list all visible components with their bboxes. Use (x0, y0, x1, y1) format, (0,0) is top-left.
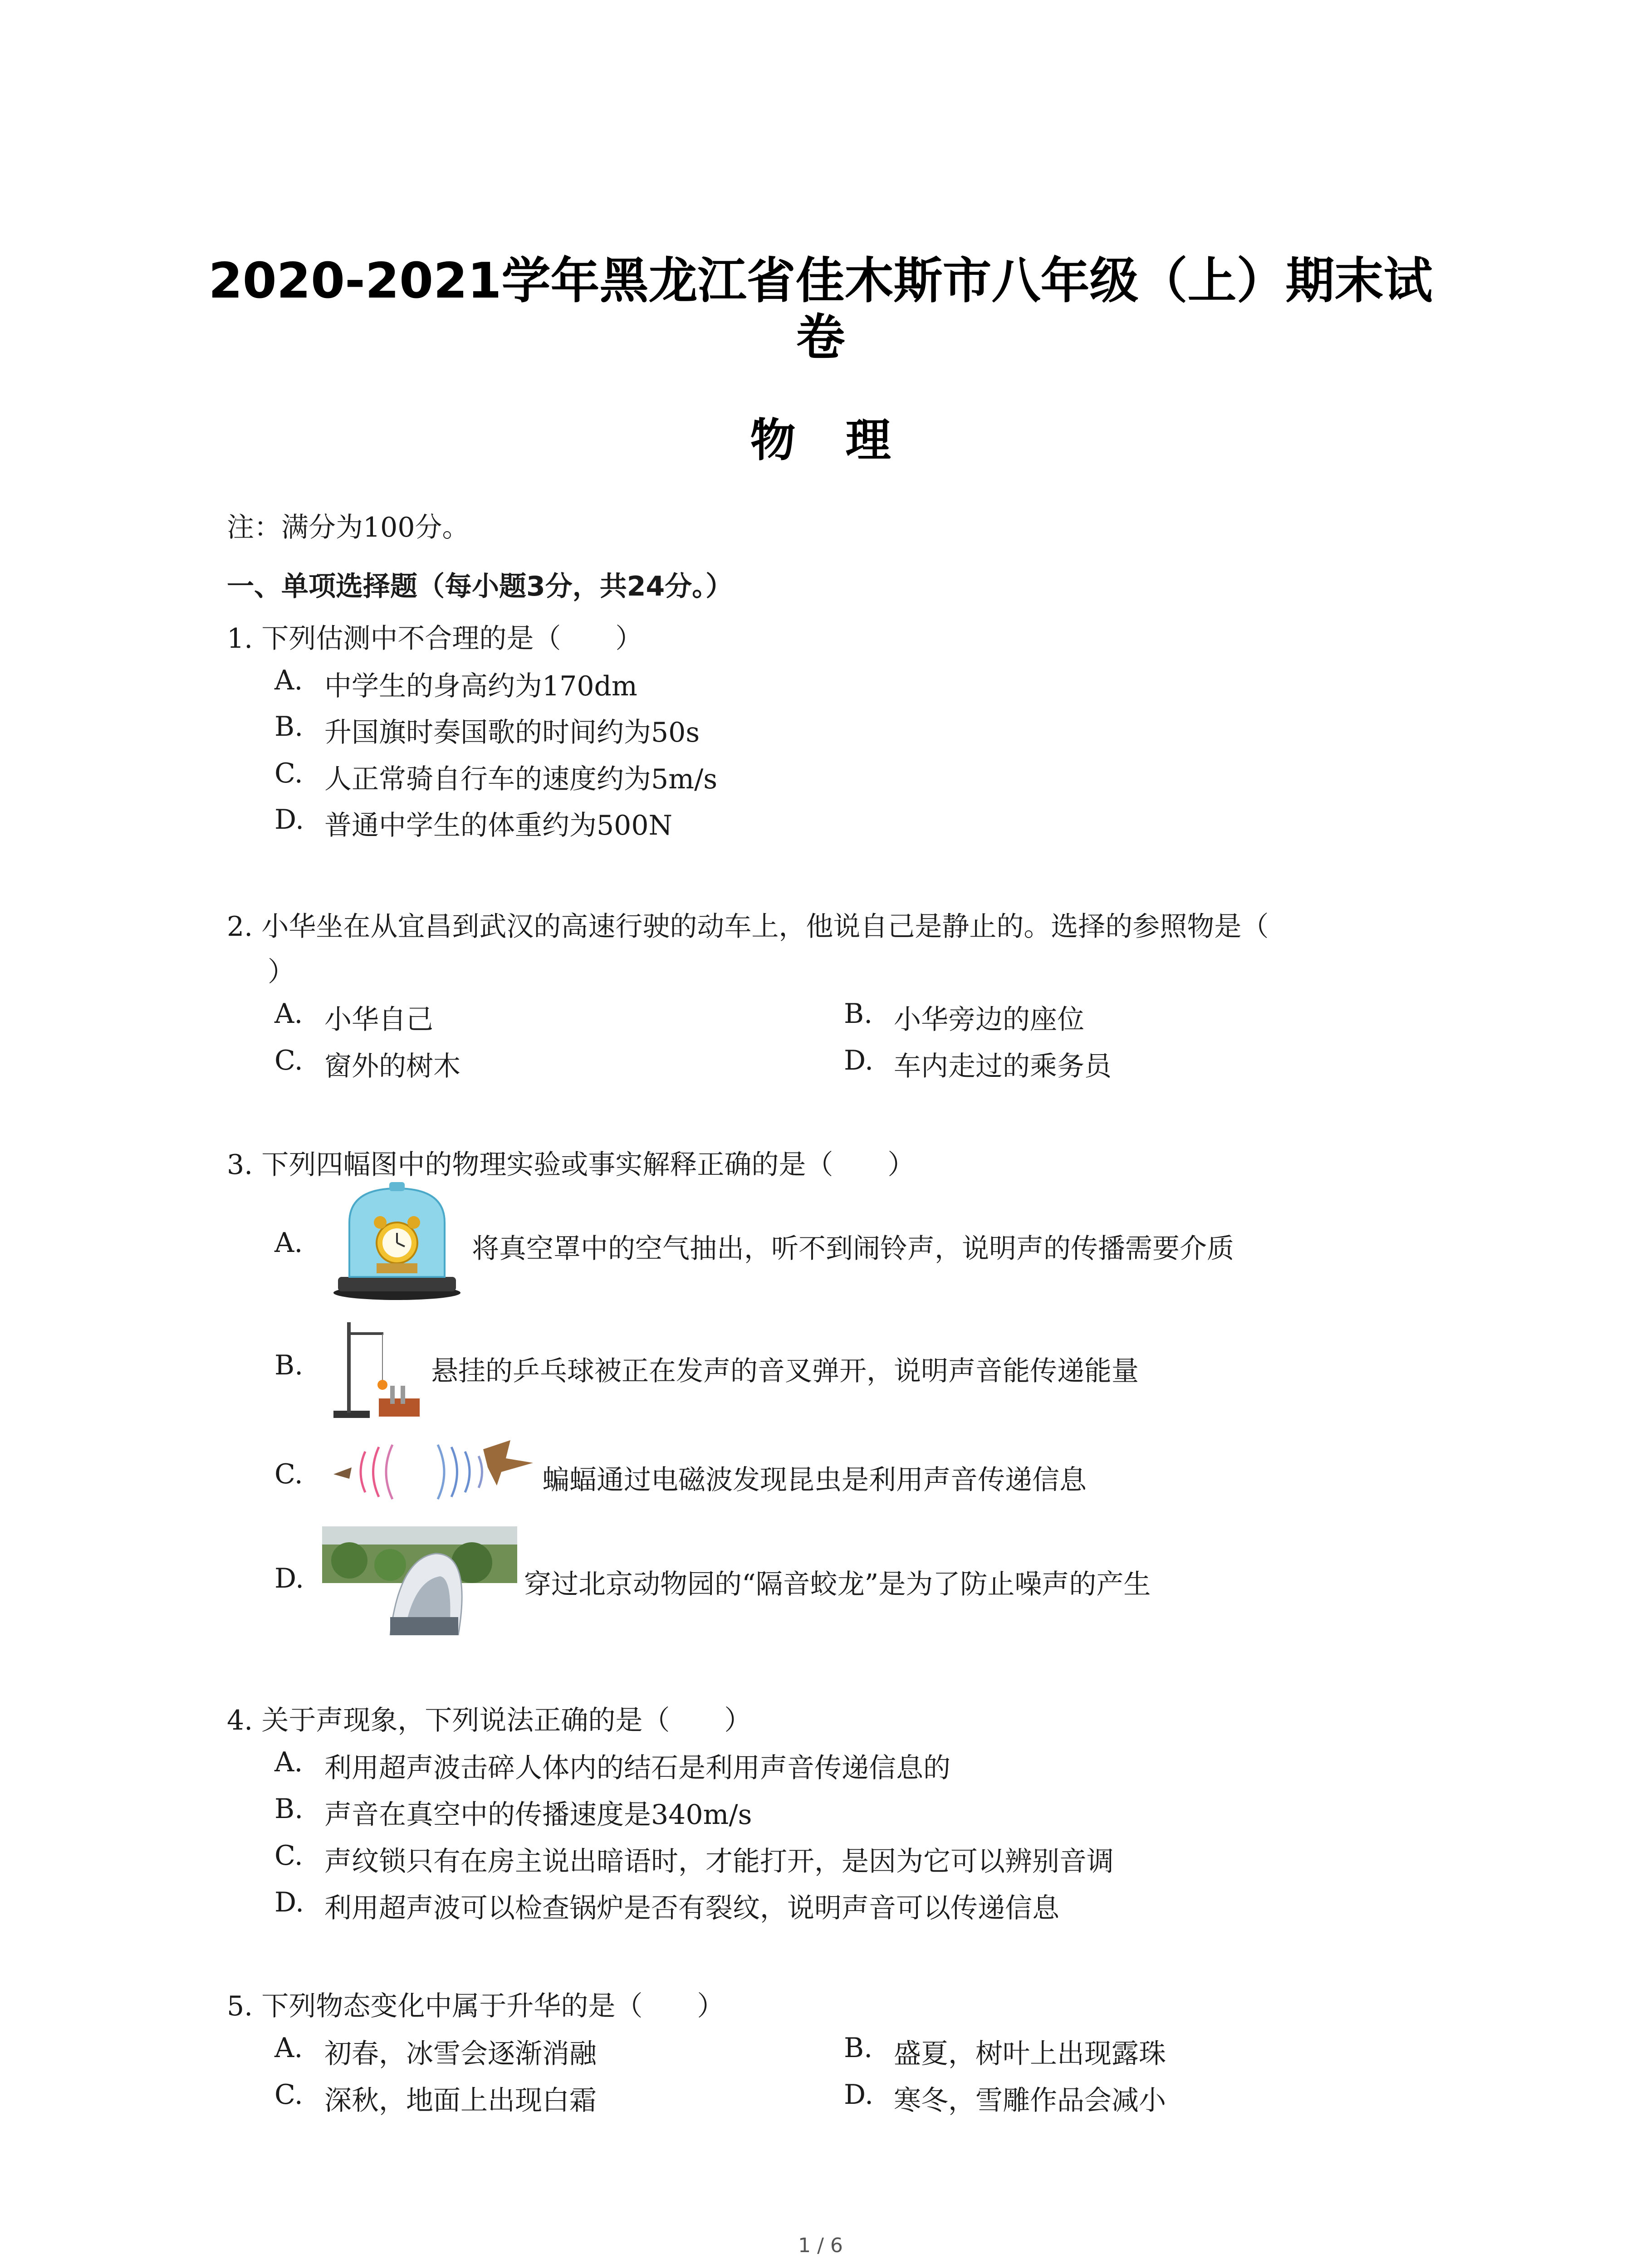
option-text: 普通中学生的体重约为500N (324, 810, 673, 841)
option-label: A. (274, 1227, 303, 1259)
option-text: 人正常骑自行车的速度约为5m/s (324, 763, 718, 795)
option-label: D. (844, 2079, 874, 2111)
question-stem: 2. 小华坐在从宜昌到武汉的高速行驶的动车上，他说自己是静止的。选择的参照物是（ (227, 911, 1269, 943)
option-text: 窗外的树木 (324, 1051, 460, 1082)
option-text: 寒冬，雪雕作品会减小 (894, 2085, 1166, 2116)
bat-echolocation-image (324, 1436, 538, 1504)
option-label: C. (274, 2079, 303, 2111)
option-label: D. (274, 804, 304, 836)
noise-barrier-tunnel-image (322, 1526, 517, 1635)
option-text: 盛夏，树叶上出现露珠 (894, 2038, 1166, 2070)
exam-title-line2: 卷 (796, 309, 845, 366)
option-label: B. (844, 2032, 873, 2064)
option-text: 声音在真空中的传播速度是340m/s (324, 1799, 752, 1831)
option-text: 小华旁边的座位 (894, 1004, 1084, 1036)
option-text: 小华自己 (324, 1004, 433, 1036)
option-label: D. (274, 1887, 304, 1918)
question-stem: 1. 下列估测中不合理的是（ ） (227, 623, 643, 655)
option-label: A. (274, 2032, 303, 2064)
option-label: B. (274, 1349, 304, 1381)
score-note: 注：满分为100分。 (227, 512, 470, 543)
option-label: C. (274, 1045, 303, 1076)
option-text: 将真空罩中的空气抽出，听不到闹铃声，说明声的传播需要介质 (472, 1233, 1234, 1265)
option-label: A. (274, 665, 303, 696)
question-stem: 3. 下列四幅图中的物理实验或事实解释正确的是（ ） (227, 1149, 915, 1181)
option-label: A. (274, 1746, 303, 1778)
page-number: 1 / 6 (798, 2234, 843, 2257)
tuning-fork-ping-pong-image (329, 1318, 424, 1422)
option-text: 利用超声波击碎人体内的结石是利用声音传递信息的 (324, 1752, 950, 1784)
option-label: C. (274, 758, 303, 789)
option-label: D. (274, 1563, 304, 1594)
option-label: C. (274, 1840, 303, 1872)
option-text: 蝙蝠通过电磁波发现昆虫是利用声音传递信息 (542, 1464, 1087, 1496)
option-text: 升国旗时奏国歌的时间约为50s (324, 717, 700, 748)
option-text: 初春，冰雪会逐渐消融 (324, 2038, 597, 2070)
question-stem: 5. 下列物态变化中属于升华的是（ ） (227, 1990, 725, 2022)
option-text: 声纹锁只有在房主说出暗语时，才能打开，是因为它可以辨别音调 (324, 1846, 1114, 1877)
option-label: A. (274, 998, 303, 1030)
option-text: 利用超声波可以检查锅炉是否有裂纹，说明声音可以传递信息 (324, 1892, 1059, 1924)
subject-title: 物理 (750, 414, 941, 467)
option-label: C. (274, 1458, 303, 1490)
option-label: B. (844, 998, 873, 1030)
exam-title-line1: 2020-2021学年黑龙江省佳木斯市八年级（上）期末试 (208, 253, 1433, 309)
option-label: D. (844, 1045, 874, 1076)
section-heading: 一、单项选择题（每小题3分，共24分。） (227, 571, 733, 602)
question-stem: 4. 关于声现象，下列说法正确的是（ ） (227, 1705, 752, 1736)
option-text: 中学生的身高约为170dm (324, 670, 637, 702)
option-text: 车内走过的乘务员 (894, 1051, 1112, 1082)
option-label: B. (274, 1793, 304, 1825)
option-text: 悬挂的乒乓球被正在发声的音叉弹开，说明声音能传递能量 (431, 1355, 1139, 1387)
question-stem-continued: ） (268, 956, 295, 988)
option-text: 穿过北京动物园的“隔音蛟龙”是为了防止噪声的产生 (524, 1569, 1151, 1600)
bell-jar-alarm-clock-image (331, 1179, 463, 1302)
option-text: 深秋，地面上出现白霜 (324, 2085, 597, 2116)
option-label: B. (274, 711, 304, 743)
